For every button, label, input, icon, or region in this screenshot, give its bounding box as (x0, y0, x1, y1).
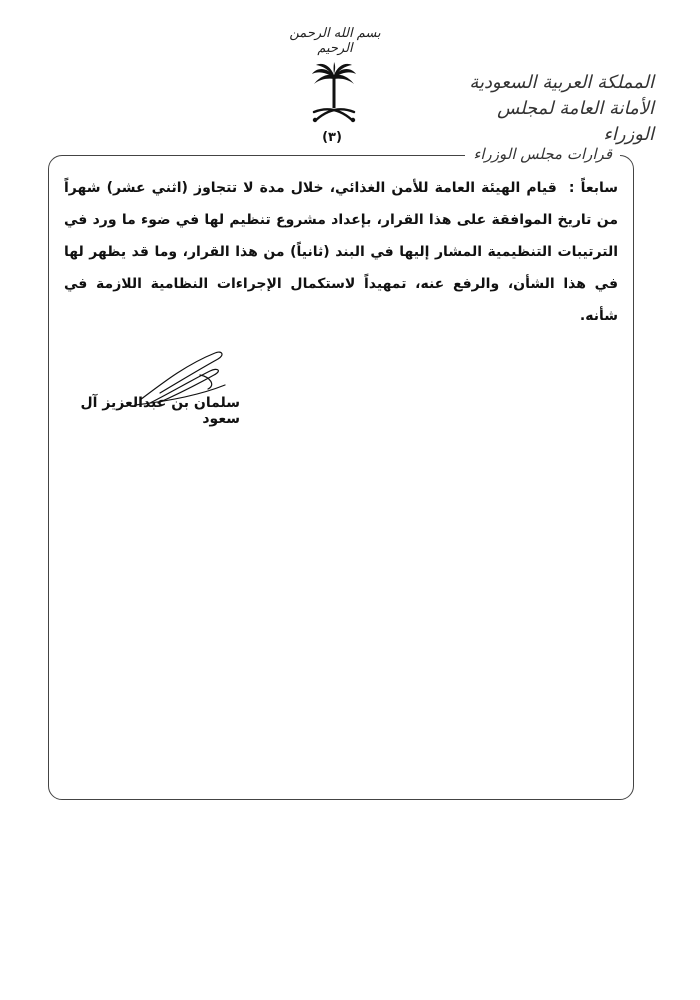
decision-clause (64, 172, 618, 332)
letterhead (444, 70, 654, 148)
basmala: بسم الله الرحمن الرحيم (289, 26, 381, 56)
page-number: (٣) (322, 130, 342, 145)
clause-text: قيام الهيئة العامة للأمن الغذائي، خلال مدة لا تتجاوز (اثني عشر) شهراً من تاريخ الموافقة على هذا القرار، بإعداد مشروع تنظيم لها في ضوء ما ورد في الترتيبات التنظيمية المشار إليها في البند (ثانياً) من هذا القرار، وما قد يظهر لها في هذا الشأن، والرفع عنه، تمهيداً لاستكمال الإجراءات النظامية اللازمة في شأنه. (64, 180, 618, 324)
letterhead-secretariat: الأمانة العامة لمجلس الوزراء (497, 98, 654, 145)
letterhead-country: المملكة العربية السعودية (469, 72, 654, 93)
clause-label: سابعاً : (568, 180, 619, 196)
saudi-emblem-icon (310, 62, 358, 128)
signatory-name: سلمان بن عبدالعزيز آل سعود (80, 395, 240, 427)
frame-title: قرارات مجلس الوزراء (465, 145, 620, 163)
